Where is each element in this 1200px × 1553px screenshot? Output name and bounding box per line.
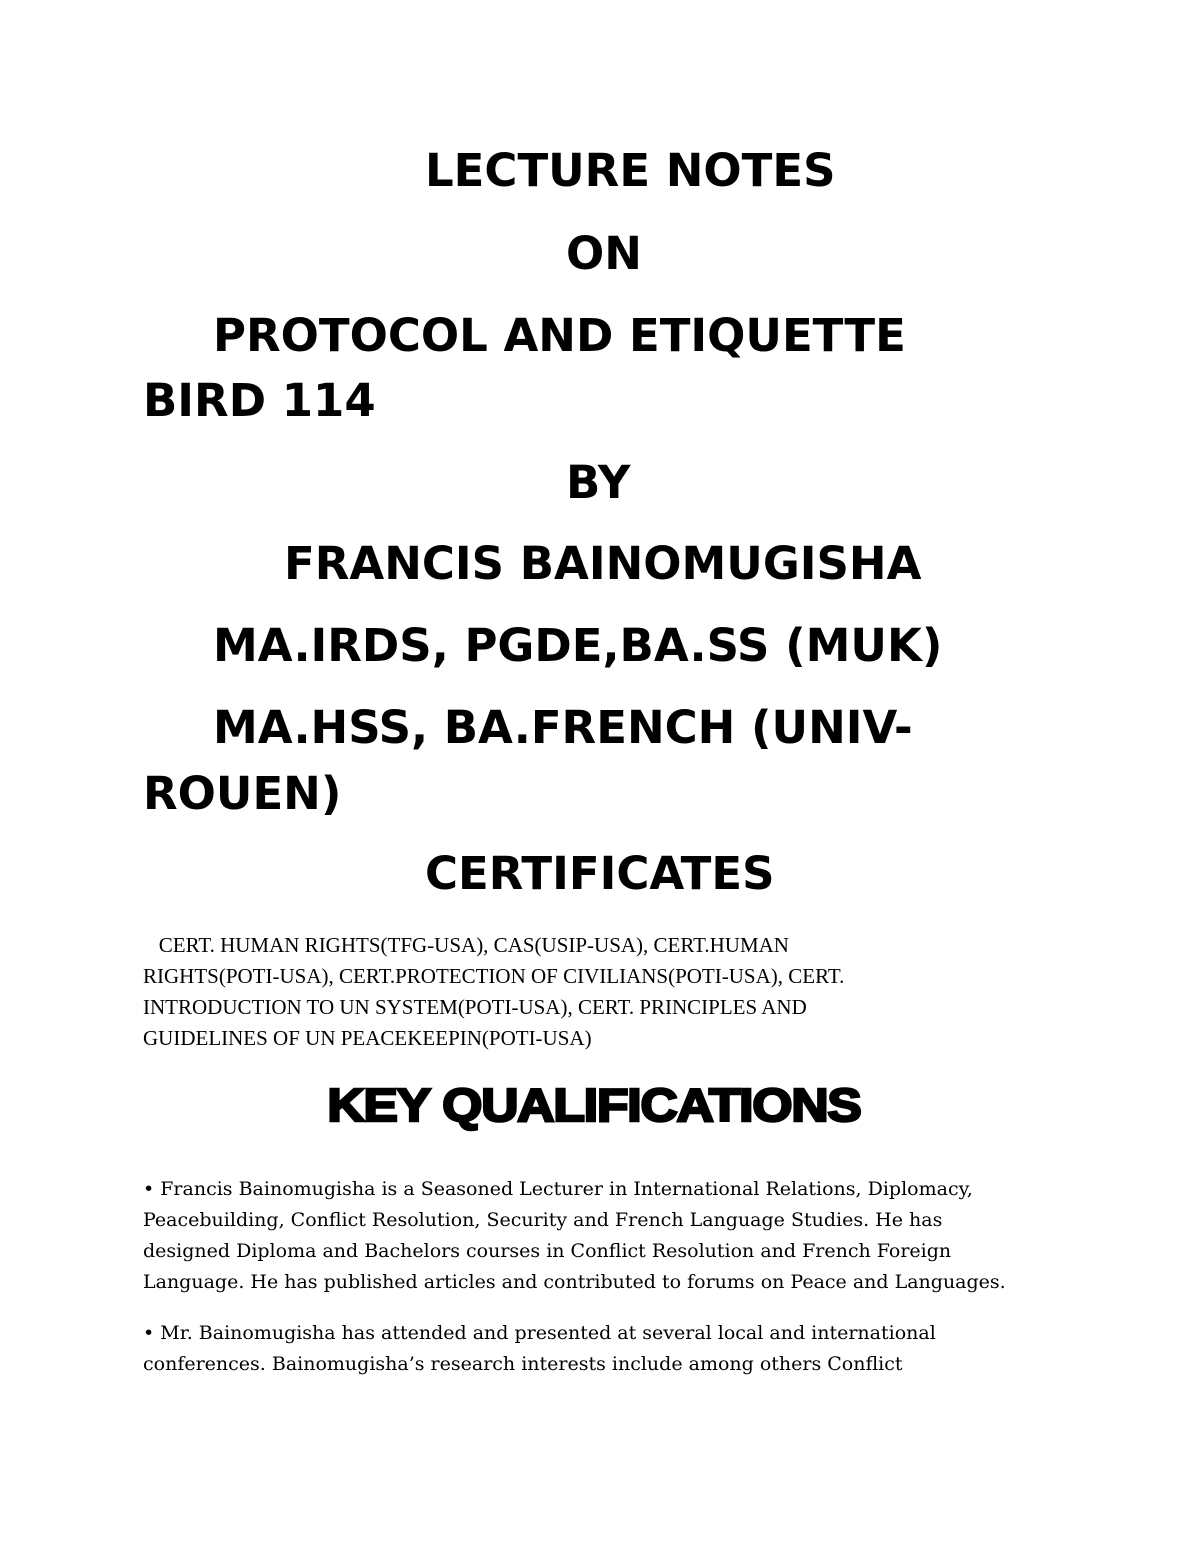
key-qualifications-heading-text: KEY QUALIFICATIONS (327, 1079, 861, 1131)
title-course-name: PROTOCOL AND ETIQUETTE (213, 309, 906, 362)
title-on: ON (566, 227, 642, 280)
certificates-heading: CERTIFICATES (425, 847, 775, 900)
qualification-paragraph-1: • Francis Bainomugisha is a Seasoned Lecturer in International Relations, Diplomacy, Peacebuilding, Conflict Resolution, Security and French Language Studies. He has designed Diploma and Bachelors courses in Conflict Resolution and French Foreign Language. He has published articles and contributed to forums on Peace and Languages. (143, 1178, 1006, 1293)
title-course-code: BIRD 114 (143, 374, 376, 427)
author-degrees-2a: MA.HSS, BA.FRENCH (UNIV- (213, 701, 913, 754)
qualification-paragraph-2: • Mr. Bainomugisha has attended and presented at several local and international conferences. Bainomugisha’s research interests include among others Conflict (143, 1322, 936, 1375)
author-degrees-1: MA.IRDS, PGDE,BA.SS (MUK) (213, 619, 943, 672)
certificates-list: CERT. HUMAN RIGHTS(TFG-USA), CAS(USIP-USA), CERT.HUMAN RIGHTS(POTI-USA), CERT.PROTECTION OF CIVILIANS(POTI-USA), CERT. INTRODUCTION TO UN SYSTEM(POTI-USA), CERT. PRINCIPLES AND GUIDELINES OF UN PEACEKEEPIN(POTI-USA) (143, 933, 845, 1050)
key-qualifications-heading (0, 1079, 1200, 1131)
author-name: FRANCIS BAINOMUGISHA (284, 537, 922, 590)
title-by: BY (566, 456, 631, 509)
author-degrees-2b: ROUEN) (143, 767, 342, 820)
title-lecture-notes: LECTURE NOTES (425, 144, 836, 197)
